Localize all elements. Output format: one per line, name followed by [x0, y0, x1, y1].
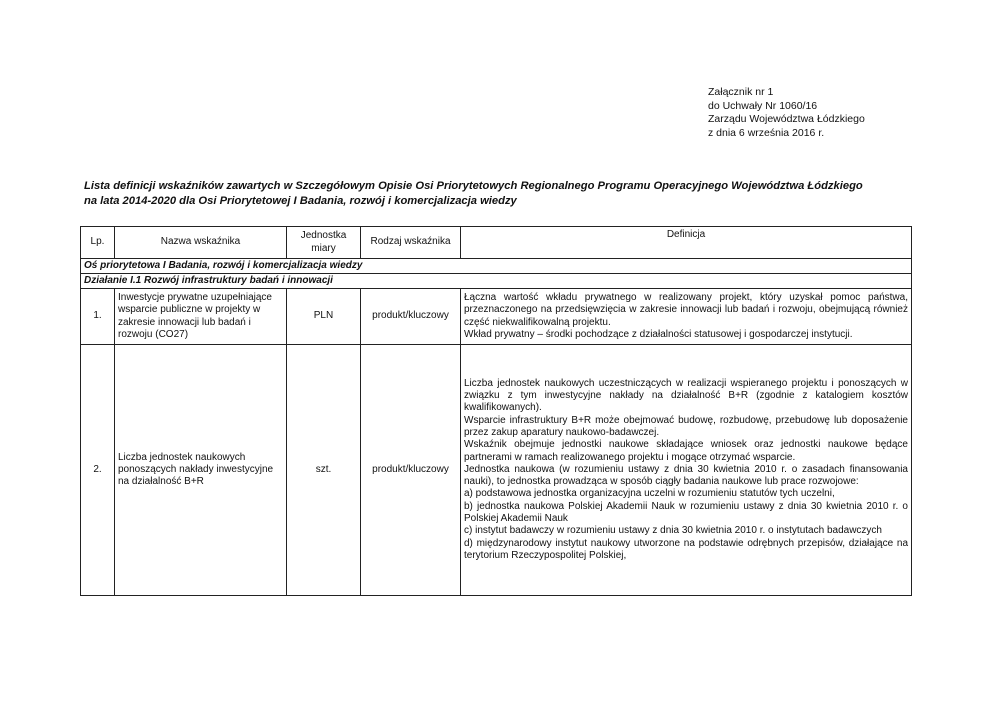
table-row: [81, 345, 912, 596]
annex-line: Załącznik nr 1: [708, 86, 774, 98]
title-line: na lata 2014-2020 dla Osi Priorytetowej I Badania, rozwój i komercjalizacja wiedzy: [84, 194, 517, 207]
header-definition: Definicja: [461, 227, 912, 259]
title-line: Lista definicji wskaźników zawartych w Szczegółowym Opisie Osi Priorytetowych Regionalnego Programu Operacyjnego Województwa Łódzkiego: [84, 180, 863, 192]
definition-paragraph: Łączna wartość wkładu prywatnego w realizowany projekt, który uzyskał pomoc państwa, przeznaczonego na przedsięwzięcia w zakresie innowacji lub badań i rozwoju, obejmującą również część niekwalifikowalną projektu.: [464, 291, 908, 328]
definition-paragraph: a) podstawowa jednostka organizacyjna uczelni w rozumieniu statutów tych uczelni,: [464, 488, 835, 500]
subsection-row: [81, 274, 912, 289]
definition-paragraph: d) międzynarodowy instytut naukowy utworzone na podstawie odrębnych przepisów, działające na terytorium Rzeczypospolitej Polskiej,: [464, 537, 908, 561]
annex-line: do Uchwały Nr 1060/16: [708, 99, 818, 112]
header-unit: Jednostka miary: [287, 227, 361, 259]
row-unit: szt.: [287, 345, 361, 596]
row-definition: [461, 289, 912, 345]
definition-paragraph: Liczba jednostek naukowych uczestniczących w realizacji wspieranego projektu i ponoszących w związku z tym inwestycyjne nakłady na działalność B+R (zgodnie z katalogiem kosztów kwalifikowanych).: [464, 377, 908, 414]
header-kind: Rodzaj wskaźnika: [361, 227, 461, 259]
definition-paragraph: Wskaźnik obejmuje jednostki naukowe składające wniosek oraz jednostki naukowe będące partnerami w ramach realizowanego projektu i mogące otrzymać wsparcie.: [464, 439, 908, 463]
document-title: [84, 179, 924, 208]
definition-paragraph: c) instytut badawczy w rozumieniu ustawy z dnia 30 kwietnia 2010 r. o instytutach badawczych: [464, 525, 882, 537]
indicators-table: [80, 226, 912, 596]
subsection-label: Działanie I.1 Rozwój infrastruktury badań i innowacji: [81, 274, 912, 289]
row-lp: 2.: [81, 345, 115, 596]
annex-line: Zarządu Województwa Łódzkiego: [708, 113, 865, 126]
row-lp: 1.: [81, 289, 115, 345]
row-name: Inwestycje prywatne uzupełniające wsparcie publiczne w projekty w zakresie innowacji lub badań i rozwoju (CO27): [115, 289, 287, 345]
table-row: [81, 289, 912, 345]
annex-line: z dnia 6 września 2016 r.: [708, 126, 825, 139]
row-name: Liczba jednostek naukowych ponoszących nakłady inwestycyjne na działalność B+R: [115, 345, 287, 596]
header-lp: Lp.: [81, 227, 115, 259]
definition-paragraph: Jednostka naukowa (w rozumieniu ustawy z dnia 30 kwietnia 2010 r. o zasadach finansowania nauki), to jednostka prowadząca w sposób ciągły badania naukowe lub prace rozwojowe:: [464, 463, 908, 488]
definition-paragraph: Wsparcie infrastruktury B+R może obejmować budowę, rozbudowę, przebudowę lub doposażenie przez zakup aparatury naukowo-badawczej.: [464, 414, 908, 438]
table-header-row: [81, 227, 912, 259]
definition-paragraph: Wkład prywatny – środki pochodzące z działalności statusowej i gospodarczej instytucji.: [464, 328, 853, 340]
row-kind: produkt/kluczowy: [361, 345, 461, 596]
header-name: Nazwa wskaźnika: [115, 227, 287, 259]
annex-note: [708, 86, 865, 140]
row-unit: PLN: [287, 289, 361, 345]
section-label: Oś priorytetowa I Badania, rozwój i komercjalizacja wiedzy: [81, 259, 912, 274]
row-definition: [461, 345, 912, 596]
section-row: [81, 259, 912, 274]
definition-paragraph: b) jednostka naukowa Polskiej Akademii Nauk w rozumieniu ustawy z dnia 30 kwietnia 2010 r. o Polskiej Akademii Nauk: [464, 500, 908, 525]
row-kind: produkt/kluczowy: [361, 289, 461, 345]
